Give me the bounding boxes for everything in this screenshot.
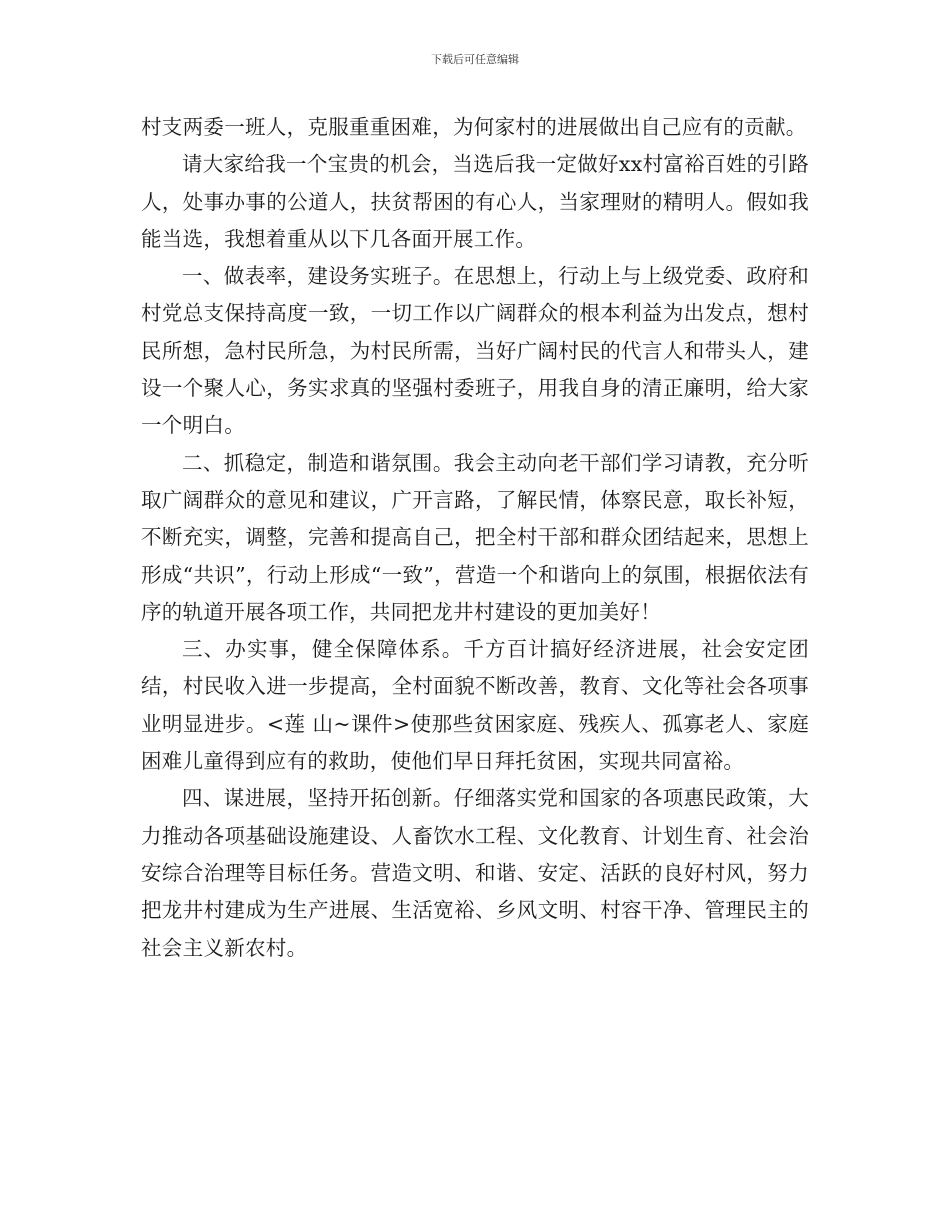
paragraph-point-three: 三、办实事，健全保障体系。千方百计搞好经济进展，社会安定团结，村民收入进一步提高，全村面貌不断改善，教育、文化等社会各项事业明显进步。<莲 山~课件>使那些贫困家庭、残疾人、孤寡老人、家庭困难儿童得到应有的救助，使他们早日拜托贫困，实现共同富裕。 [141, 637, 809, 774]
paragraph-continuation: 村支两委一班人，克服重重困难，为何家村的进展做出自己应有的贡献。 [141, 115, 807, 139]
paragraph-point-one: 一、做表率，建设务实班子。在思想上，行动上与上级党委、政府和村党总支保持高度一致，一切工作以广阔群众的根本利益为出发点，想村民所想，急村民所急，为村民所需，当好广阔村民的代言人和带头人，建设一个聚人心，务实求真的坚强村委班子，用我自身的清正廉明，给大家一个明白。 [141, 264, 809, 438]
paragraph-point-two: 二、抓稳定，制造和谐氛围。我会主动向老干部们学习请教，充分听取广阔群众的意见和建议，广开言路，了解民情，体察民意，取长补短，不断充实，调整，完善和提高自己，把全村干部和群众团结起来，思想上形成“共识”，行动上形成“一致”，营造一个和谐向上的氛围，根据依法有序的轨道开展各项工作，共同把龙井村建设的更加美好！ [141, 450, 809, 624]
paragraph-point-four: 四、谋进展，坚持开拓创新。仔细落实党和国家的各项惠民政策，大力推动各项基础设施建设、人畜饮水工程、文化教育、计划生育、社会治安综合治理等目标任务。营造文明、和谐、安定、活跃的良好村风，努力把龙井村建成为生产进展、生活宽裕、乡风文明、村容干净、管理民主的社会主义新农村。 [141, 786, 809, 960]
paragraph-request: 请大家给我一个宝贵的机会，当选后我一定做好xx村富裕百姓的引路人，处事办事的公道人，扶贫帮困的有心人，当家理财的精明人。假如我能当选，我想着重从以下几各面开展工作。 [141, 152, 809, 251]
document-body [141, 109, 809, 967]
page-header: 下载后可任意编辑 [431, 53, 519, 66]
